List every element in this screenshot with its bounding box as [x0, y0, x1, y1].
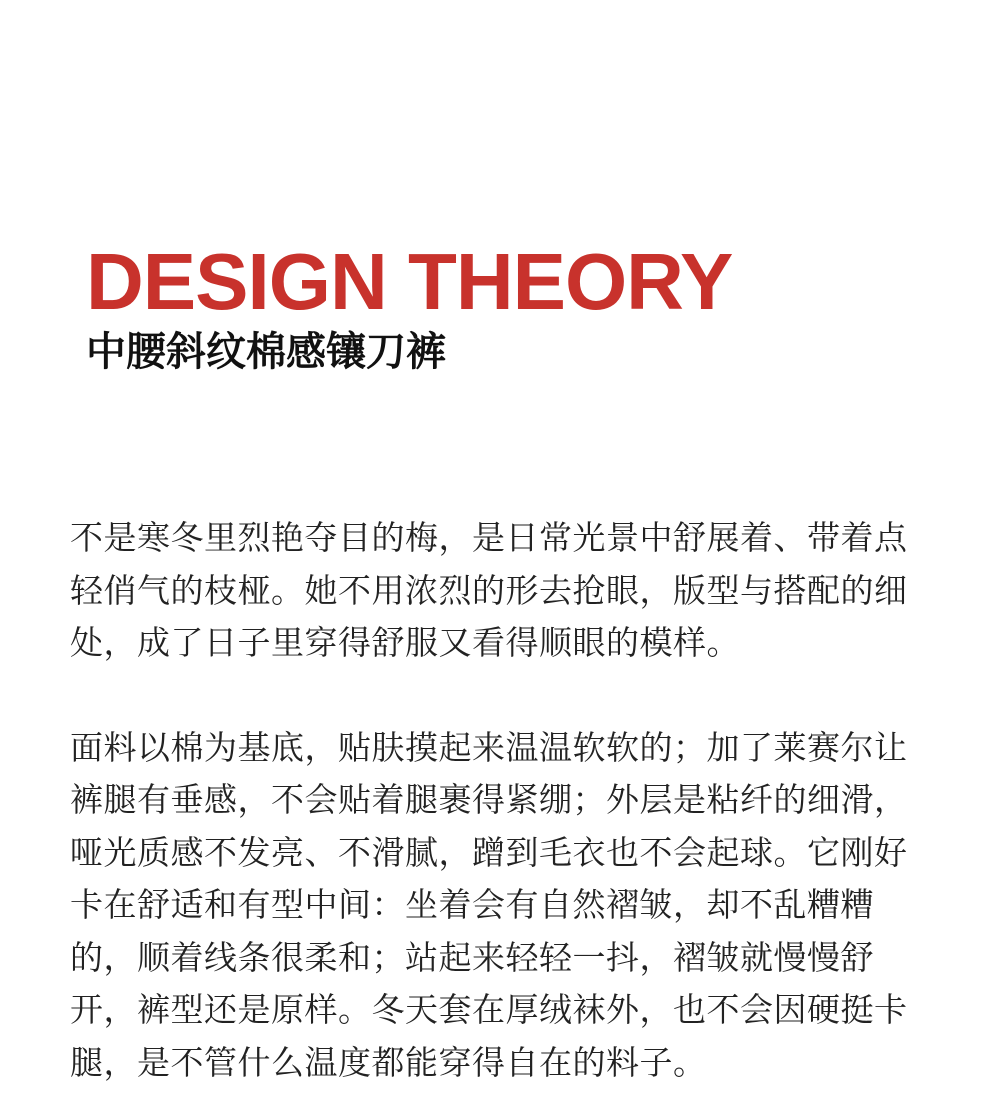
- title-cn: 中腰斜纹棉感镶刀裤: [86, 329, 446, 375]
- title-en: DESIGN THEORY: [86, 237, 733, 326]
- paragraph-intro: 不是寒冬里烈艳夺目的梅，是日常光景中舒展着、带着点轻俏气的枝桠。她不用浓烈的形去抢眼，版型与搭配的细处，成了日子里穿得舒服又看得顺眼的模样。: [70, 518, 908, 662]
- heading-block: [86, 236, 946, 378]
- paragraph-fabric: 面料以棉为基底，贴肤摸起来温温软软的；加了莱赛尔让裤腿有垂感，不会贴着腿裹得紧绷；外层是粘纤的细滑，哑光质感不发亮、不滑腻，蹭到毛衣也不会起球。它刚好卡在舒适和有型中间：坐着会有自然褶皱，却不乱糟糟的，顺着线条很柔和；站起来轻轻一抖，褶皱就慢慢舒开，裤型还是原样。冬天套在厚绒袜外，也不会因硬挺卡腿，是不管什么温度都能穿得自在的料子。: [70, 727, 908, 1082]
- body-text: [70, 512, 920, 1089]
